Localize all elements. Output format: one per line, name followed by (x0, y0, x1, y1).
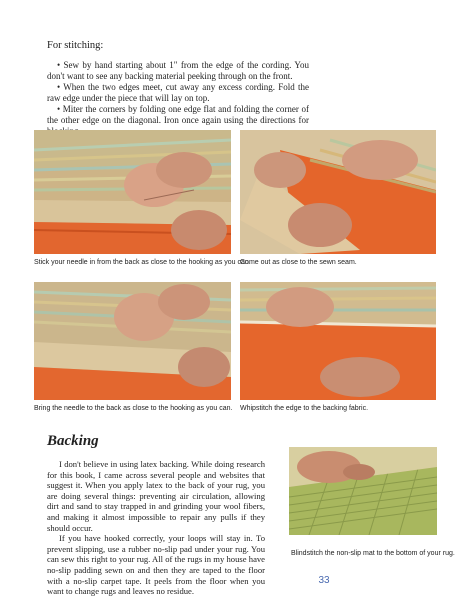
page-number: 33 (318, 575, 330, 586)
stitching-steps (47, 60, 309, 137)
stitching-heading: For stitching: (47, 40, 104, 51)
photo-come-out-seam (240, 130, 436, 254)
photo-caption: Come out as close to the sewn seam. (240, 259, 357, 266)
photo-blindstitch-mat (289, 447, 437, 535)
photo-whipstitch-edge (240, 282, 436, 400)
photo-caption: Bring the needle to the back as close to the hooking as you can. (34, 405, 233, 412)
body-paragraph: If you have hooked correctly, your loops will stay in. To prevent slipping, use a rubber no-slip pad under your rug. You can sew this right to your rug. All of the rugs in my house have no-slip padding sewn on and then they are taped to the floor with a no-slip carpet tape. It peels from the floor when you want to change rugs and leaves no residue. (47, 533, 265, 597)
stitching-step: • When the two edges meet, cut away any excess cording. Fold the raw edge under the piece that will lay on top. (47, 82, 309, 103)
photo-needle-to-back (34, 282, 231, 400)
photo-caption: Whipstitch the edge to the backing fabric. (240, 405, 369, 412)
backing-body (47, 459, 265, 597)
photo-stitch-needle-in (34, 130, 231, 254)
stitching-step: • Miter the corners by folding one edge flat and folding the corner of the other edge on the diagonal. Iron once again using the directions for (47, 104, 309, 125)
backing-heading: Backing (47, 433, 99, 449)
photo-caption: Blindstitch the non-slip mat to the bottom of your rug. (291, 550, 455, 557)
stitching-step: • Sew by hand starting about 1" from the edge of the cording. You don't want to see any backing material peeking through on the front. (47, 60, 309, 81)
body-paragraph: I don't believe in using latex backing. While doing research for this book, I came across several people and websites that suggest it. When you apply latex to the back of your rug, you are doing several things: preventing air circulation, allowing dirt and sand to stay trapped in and grinding your wool fibers, and making it almost impossible to repair any pulls if they should occur. (47, 459, 265, 533)
photo-caption: Stick your needle in from the back as close to the hooking as you can. (34, 259, 251, 266)
